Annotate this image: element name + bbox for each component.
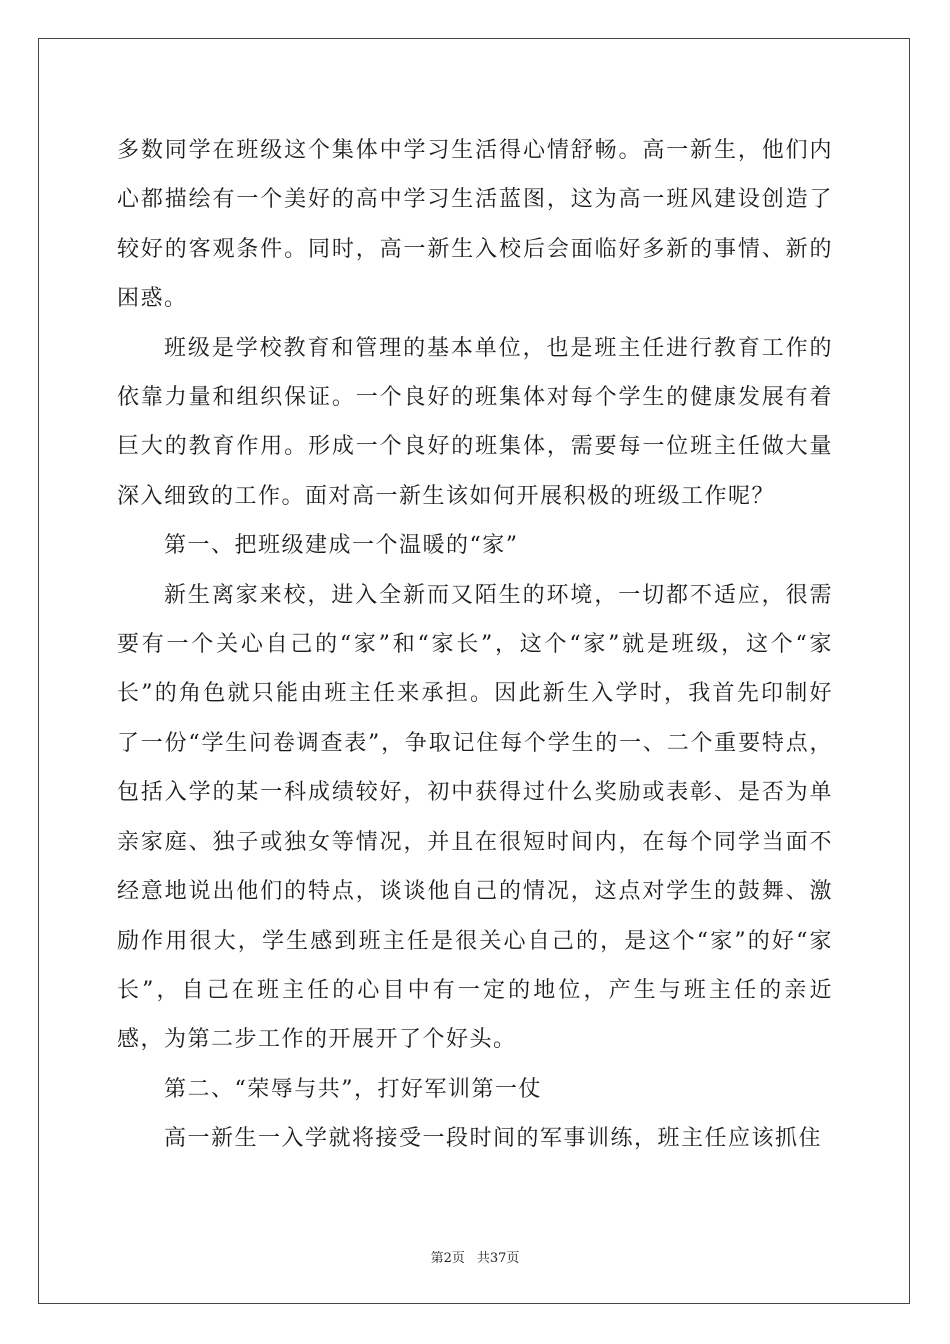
section-heading: 第一、把班级建成一个温暖的“家”: [164, 533, 519, 559]
paragraph: 多数同学在班级这个集体中学习生活得心情舒畅。高一新生，他们内心都描绘有一个美好的高中学习生活蓝图，这为高一班风建设创造了较好的客观条件。同时，高一新生入校后会面临好多新的事情、新的困惑。: [117, 138, 833, 312]
page-total: 共37页: [476, 1251, 520, 1266]
paragraph: 高一新生一入学就将接受一段时间的军事训练，班主任应该抓住: [164, 1126, 823, 1152]
document-body: [117, 126, 833, 1164]
paragraph: 班级是学校教育和管理的基本单位，也是班主任进行教育工作的依靠力量和组织保证。一个良好的班集体对每个学生的健康发展有着巨大的教育作用。形成一个良好的班集体，需要每一位班主任做大量深入细致的工作。面对高一新生该如何开展积极的班级工作呢？: [117, 335, 833, 509]
paragraph: 新生离家来校，进入全新而又陌生的环境，一切都不适应，很需要有一个关心自己的“家”和“家长”，这个“家”就是班级，这个“家长”的角色就只能由班主任来承担。因此新生入学时，我首先印制好了一份“学生问卷调查表”，争取记住每个学生的一、二个重要特点，包括入学的某一科成绩较好，初中获得过什么奖励或表彰、是否为单亲家庭、独子或独女等情况，并且在很短时间内，在每个同学当面不经意地说出他们的特点，谈谈他自己的情况，这点对学生的鼓舞、激励作用很大，学生感到班主任是很关心自己的，是这个“家”的好“家长”，自己在班主任的心目中有一定的地位，产生与班主任的亲近感，为第二步工作的开展开了个好头。: [117, 582, 833, 1053]
section-heading: 第二、“荣辱与共”，打好军训第一仗: [164, 1076, 542, 1102]
page-footer: [0, 1247, 950, 1266]
page-number: 第2页: [430, 1251, 465, 1266]
